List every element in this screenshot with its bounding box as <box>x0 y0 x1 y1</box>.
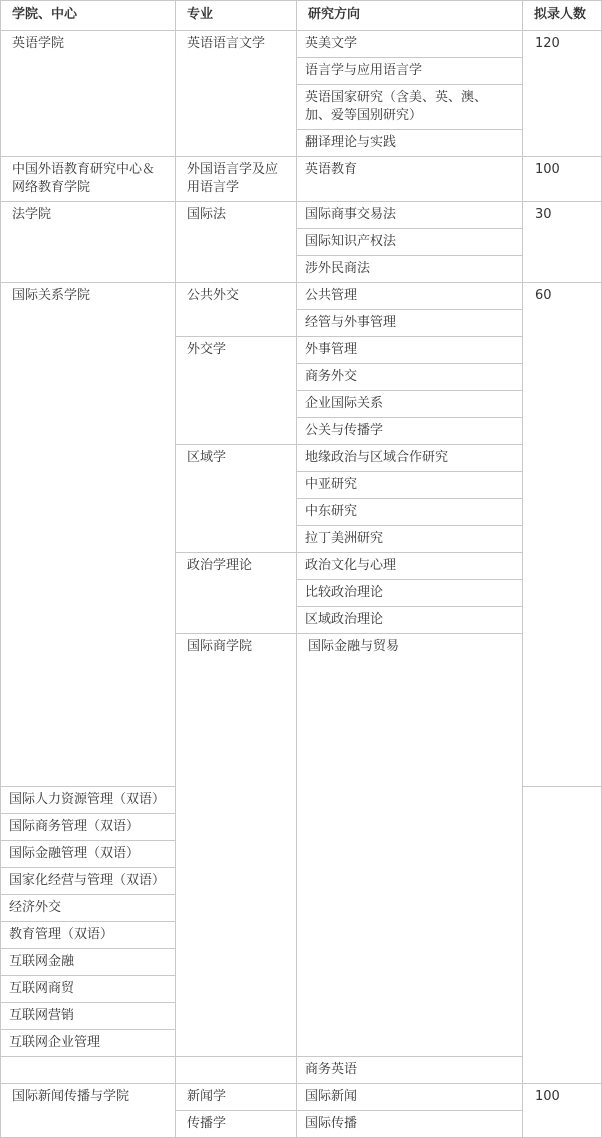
direction-cell: 英语教育 <box>297 157 523 202</box>
college-cell <box>1 1057 176 1084</box>
college-cell: 国际商学院 <box>176 634 297 1057</box>
direction-cell: 经管与外事管理 <box>297 310 523 337</box>
quota-cell: 100 <box>523 1084 602 1138</box>
major-cell <box>176 1057 297 1084</box>
table-body <box>1 31 602 1138</box>
direction-cell: 互联网金融 <box>1 949 176 976</box>
major-cell: 新闻学 <box>176 1084 297 1111</box>
college-cell: 法学院 <box>1 202 176 283</box>
table-row <box>1 31 602 58</box>
direction-cell: 互联网商贸 <box>1 976 176 1003</box>
direction-cell: 国际知识产权法 <box>297 229 523 256</box>
direction-cell: 互联网企业管理 <box>1 1030 176 1057</box>
direction-cell: 企业国际关系 <box>297 391 523 418</box>
major-cell: 政治学理论 <box>176 553 297 634</box>
direction-cell: 拉丁美洲研究 <box>297 526 523 553</box>
major-cell: 国际金融与贸易 <box>297 634 523 1057</box>
direction-cell: 公关与传播学 <box>297 418 523 445</box>
direction-cell: 地缘政治与区域合作研究 <box>297 445 523 472</box>
direction-cell: 经济外交 <box>1 895 176 922</box>
direction-cell: 国际传播 <box>297 1111 523 1138</box>
direction-cell: 公共管理 <box>297 283 523 310</box>
table-row <box>1 283 602 310</box>
direction-cell: 涉外民商法 <box>297 256 523 283</box>
direction-cell: 商务外交 <box>297 364 523 391</box>
quota-cell: 30 <box>523 202 602 283</box>
direction-cell: 国际金融管理（双语） <box>1 841 176 868</box>
major-cell: 传播学 <box>176 1111 297 1138</box>
direction-cell: 英美文学 <box>297 31 523 58</box>
direction-cell: 国际新闻 <box>297 1084 523 1111</box>
direction-cell: 比较政治理论 <box>297 580 523 607</box>
direction-cell: 教育管理（双语） <box>1 922 176 949</box>
direction-cell: 中亚研究 <box>297 472 523 499</box>
header-row <box>1 1 602 31</box>
direction-cell: 区域政治理论 <box>297 607 523 634</box>
college-cell: 英语学院 <box>1 31 176 157</box>
table-row <box>1 202 602 229</box>
direction-cell: 国际人力资源管理（双语） <box>1 787 176 814</box>
major-cell: 英语语言文学 <box>176 31 297 157</box>
direction-cell: 国际商务管理（双语） <box>1 814 176 841</box>
direction-cell: 中东研究 <box>297 499 523 526</box>
table-row <box>1 1057 602 1084</box>
direction-cell: 商务英语 <box>297 1057 523 1084</box>
table-row <box>1 157 602 202</box>
direction-cell: 英语国家研究（含美、英、澳、加、爱等国别研究） <box>297 85 523 130</box>
direction-cell: 国际商事交易法 <box>297 202 523 229</box>
table-row <box>1 1084 602 1111</box>
direction-cell: 外事管理 <box>297 337 523 364</box>
direction-cell: 国家化经营与管理（双语） <box>1 868 176 895</box>
direction-cell: 翻译理论与实践 <box>297 130 523 157</box>
college-cell: 中国外语教育研究中心＆网络教育学院 <box>1 157 176 202</box>
college-cell: 国际关系学院 <box>1 283 176 787</box>
quota-cell: 120 <box>523 31 602 157</box>
major-cell: 公共外交 <box>176 283 297 337</box>
direction-cell: 互联网营销 <box>1 1003 176 1030</box>
direction-cell: 政治文化与心理 <box>297 553 523 580</box>
header-major: 专业 <box>176 1 297 31</box>
header-college: 学院、中心 <box>1 1 176 31</box>
major-cell: 外交学 <box>176 337 297 445</box>
quota-cell: 100 <box>523 157 602 202</box>
header-quota: 拟录人数 <box>523 1 602 31</box>
college-cell: 国际新闻传播与学院 <box>1 1084 176 1138</box>
header-direction: 研究方向 <box>297 1 523 31</box>
major-cell: 外国语言学及应用语言学 <box>176 157 297 202</box>
major-cell: 国际法 <box>176 202 297 283</box>
direction-cell: 语言学与应用语言学 <box>297 58 523 85</box>
table-header <box>1 1 602 31</box>
quota-cell: 60 <box>523 283 602 787</box>
major-cell: 区域学 <box>176 445 297 553</box>
